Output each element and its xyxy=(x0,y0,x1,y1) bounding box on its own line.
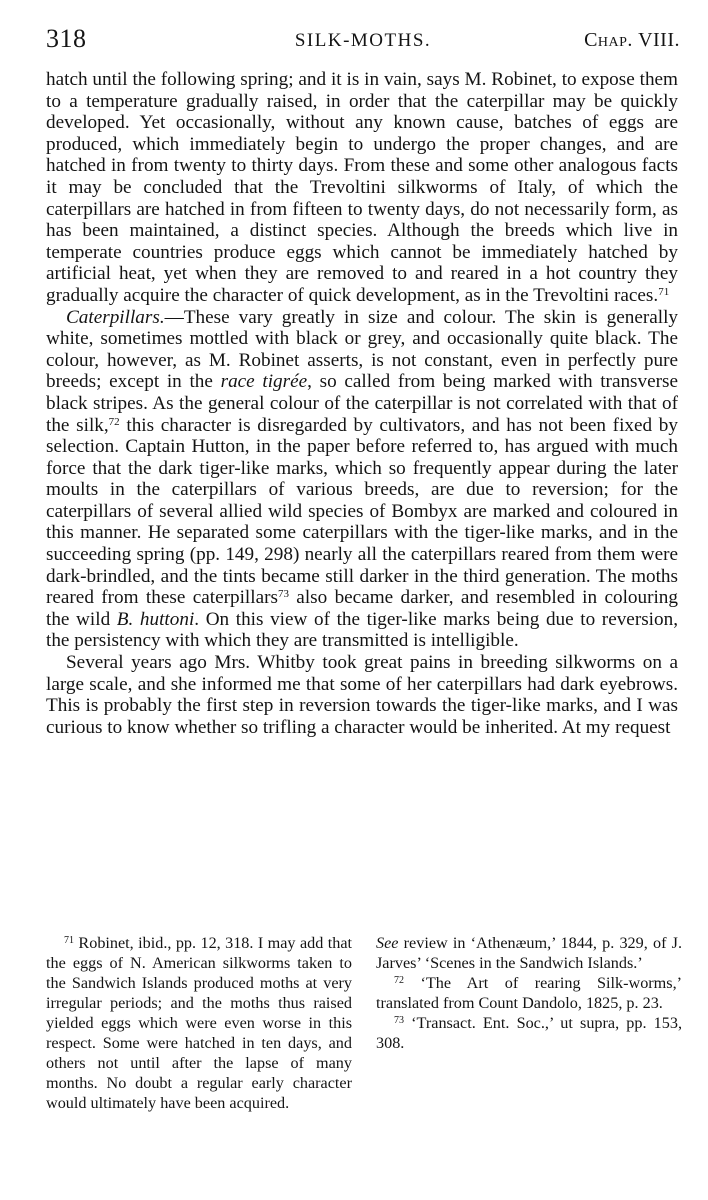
footnote-72-mark: 72 xyxy=(394,975,404,986)
footnote-ref-71: 71 xyxy=(658,285,670,298)
paragraph-1-text: hatch until the following spring; and it is in vain, says M. Robinet, to expose them to a temperature gradually raised, in order that the caterpillar may be quickly developed. Yet occasionally, without any known cause, batches of eggs are produced, which immediately begin to undergo the proper changes, and are hatched in from twenty to thirty days. From these and some other analogous facts it may be concluded that the Trevoltini silkworms of Italy, of which the caterpillars are hatched in from fifteen to twenty days, do not necessarily form, as has been maintained, a distinct species. Although the breeds which live in temperate countries produce eggs which cannot be immediately hatched by artificial heat, yet when they are removed to and reared in a hot country they gradually acquire the character of quick development, as in the Trevoltini races. xyxy=(46,69,678,306)
paragraph-2-text-a: —These vary greatly in size and colour. The skin is generally white, sometimes mottled with black or grey, and occasionally quite black. The colour, however, as M. Robinet asserts, is not constant, even in perfectly pure breeds; except in the xyxy=(46,306,678,393)
paragraph-3 xyxy=(46,652,678,738)
paragraph-2 xyxy=(46,307,678,653)
footnote-71-see: See xyxy=(376,934,399,952)
paragraph-1 xyxy=(46,69,678,307)
paragraph-2-text-d: also became darker, and resembled in colouring the wild xyxy=(46,587,678,630)
footnote-72 xyxy=(376,973,682,1013)
footnote-column-right xyxy=(376,933,682,1053)
footnote-73-mark: 73 xyxy=(394,1015,404,1026)
paragraph-2-text-e: . On this view of the tiger-like marks being due to reversion, the persistency with which they are transmitted is intelligible. xyxy=(46,608,678,652)
running-head xyxy=(46,24,680,58)
footnote-column-left xyxy=(46,933,352,1113)
footnote-71-text: Robinet, ibid., pp. 12, 318. I may add that the eggs of N. American silkworms taken to the Sandwich Islands produced moths at very irregular periods; and the moths thus raised yielded eggs which were even worse in this respect. Some were hatched in ten days, and others not until after the lapse of many months. No doubt a regular early character would ultimately have been acquired. xyxy=(46,934,352,1112)
footnote-ref-72: 72 xyxy=(108,415,120,428)
paragraph-3-text: Several years ago Mrs. Whitby took great pains in breeding silkworms on a large scale, and she informed me that some of her caterpillars had dark eyebrows. This is probably the first step in reversion towards the tiger-like marks, and I was curious to know whether so trifling a character would be inherited. At my request xyxy=(46,652,678,738)
paragraph-2-text-b: , so called from being marked with transverse black stripes. As the general colour of the caterpillar is not correlated with that of the silk, xyxy=(46,371,679,436)
footnote-71-continued-text: review in ‘Athenæum,’ 1844, p. 329, of J. Jarves’ ‘Scenes in the Sandwich Islands.’ xyxy=(376,934,682,972)
body-text xyxy=(46,69,678,738)
footnote-71-mark: 71 xyxy=(64,935,74,946)
term-race-tigree: race tigrée xyxy=(220,371,308,393)
species-name: B. huttoni xyxy=(116,608,195,630)
chapter-reference: Chap. VIII. xyxy=(584,29,680,51)
footnote-71 xyxy=(46,933,352,1113)
footnote-71-continued xyxy=(376,933,682,973)
footnote-ref-73: 73 xyxy=(277,588,289,601)
page-number: 318 xyxy=(46,24,87,53)
footnote-73-text: ‘Transact. Ent. Soc.,’ ut supra, pp. 153, 308. xyxy=(376,1014,682,1052)
footnote-72-text: ‘The Art of rearing Silk-worms,’ translated from Count Dandolo, 1825, p. 23. xyxy=(376,974,683,1012)
running-title: SILK-MOTHS. xyxy=(294,30,432,51)
section-lead-caterpillars: Caterpillars. xyxy=(66,306,165,328)
paragraph-2-text-c: this character is disregarded by cultivators, and has not been fixed by selection. Captain Hutton, in the paper before referred to, has argued with much force that the dark tiger-like marks, which so frequently appear during the later moults in the caterpillars of various breeds, are due to reversion; for the caterpillars of several allied wild species of Bombyx are marked and coloured in this manner. He separated some caterpillars with the tiger-like marks, and in the succeeding spring (pp. 149, 298) nearly all the caterpillars reared from them were dark-brindled, and the tints became still darker in the third generation. The moths reared from these caterpillars xyxy=(46,414,678,609)
footnote-73 xyxy=(376,1013,682,1053)
